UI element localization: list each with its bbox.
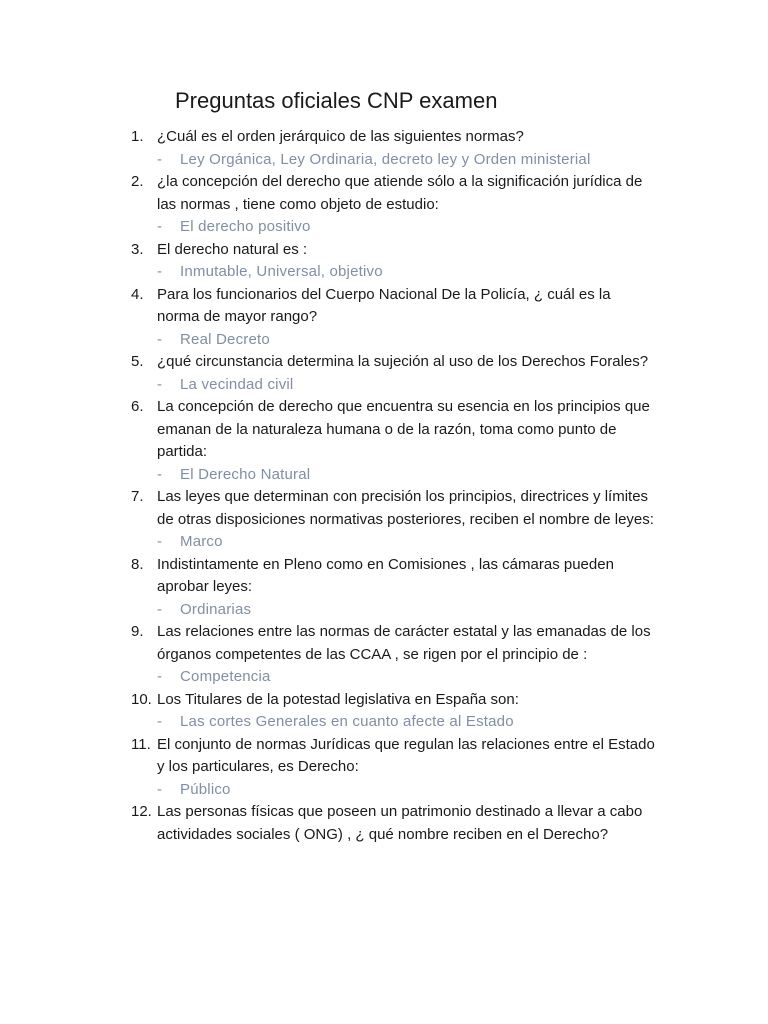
question-item — [0, 126, 768, 171]
question-number: 3. — [131, 240, 144, 258]
question-item — [0, 554, 768, 622]
answer-bullet: - — [157, 780, 162, 798]
answer-text: Real Decreto — [180, 330, 270, 348]
question-number: 6. — [131, 398, 144, 415]
answer-text: Marco — [180, 533, 223, 550]
question-text: Los Titulares de la potestad legislativa en España son: — [157, 690, 519, 708]
question-number: 5. — [131, 353, 144, 370]
answer-line — [157, 779, 768, 802]
answer-line — [157, 216, 768, 239]
question-item — [0, 239, 768, 284]
question-text: ¿la concepción del derecho que atiende sólo a la significación jurídica de las normas , tiene como objeto de estudio: — [157, 173, 643, 213]
question-text: El derecho natural es : — [157, 240, 308, 258]
answer-bullet: - — [157, 330, 162, 348]
answer-text: Ordinarias — [180, 600, 252, 618]
answer-line — [157, 711, 768, 734]
question-text: Para los funcionarios del Cuerpo Nacional De la Policía, ¿ cuál es la norma de mayor rango? — [157, 285, 611, 325]
answer-text: Inmutable, Universal, objetivo — [180, 263, 383, 280]
answer-line — [157, 329, 768, 352]
question-text: Las leyes que determinan con precisión los principios, directrices y límites de otras disposiciones normativas posteriores, reciben el nombre de leyes: — [157, 488, 654, 528]
answer-bullet: - — [157, 375, 162, 393]
question-text: El conjunto de normas Jurídicas que regulan las relaciones entre el Estado y los particulares, es Derecho: — [157, 735, 655, 775]
answer-bullet: - — [157, 533, 162, 550]
question-item — [0, 734, 768, 802]
answer-line — [157, 666, 768, 689]
answer-bullet: - — [157, 600, 162, 618]
question-number: 9. — [131, 623, 144, 640]
answer-bullet: - — [157, 150, 162, 168]
question-text: ¿Cuál es el orden jerárquico de las siguientes normas? — [157, 128, 524, 145]
answer-text: El Derecho Natural — [180, 465, 311, 483]
answer-text: Las cortes Generales en cuanto afecte al Estado — [180, 713, 514, 730]
question-item — [0, 689, 768, 734]
question-text: Indistintamente en Pleno como en Comisiones , las cámaras pueden aprobar leyes: — [157, 555, 614, 595]
answer-bullet: - — [157, 668, 162, 685]
question-number: 2. — [131, 173, 144, 190]
answer-bullet: - — [157, 713, 162, 730]
answer-line — [157, 261, 768, 284]
answer-text: Competencia — [180, 668, 271, 685]
question-text: ¿qué circunstancia determina la sujeción al uso de los Derechos Forales? — [157, 353, 649, 370]
question-number: 10. — [131, 690, 152, 708]
question-number: 11. — [131, 735, 151, 753]
answer-line — [157, 599, 768, 622]
question-item — [0, 486, 768, 554]
question-number: 12. — [131, 803, 152, 820]
answer-line — [157, 149, 768, 172]
question-list — [0, 126, 768, 846]
page-title: Preguntas oficiales CNP examen — [175, 88, 498, 113]
answer-text: El derecho positivo — [180, 218, 311, 235]
question-text: La concepción de derecho que encuentra su esencia en los principios que emanan de la naturaleza humana o de la razón, toma como punto de partida: — [157, 398, 650, 460]
question-text: Las personas físicas que poseen un patrimonio destinado a llevar a cabo actividades sociales ( ONG) , ¿ qué nombre reciben en el Derecho? — [157, 803, 643, 843]
answer-line — [157, 531, 768, 554]
question-item — [0, 351, 768, 396]
question-number: 8. — [131, 555, 144, 573]
answer-bullet: - — [157, 218, 162, 235]
question-item — [0, 171, 768, 239]
question-text: Las relaciones entre las normas de carácter estatal y las emanadas de los órganos competentes de las CCAA , se rigen por el principio de : — [157, 623, 651, 663]
question-number: 1. — [131, 128, 144, 145]
question-item — [0, 396, 768, 486]
answer-bullet: - — [157, 465, 162, 483]
answer-text: Ley Orgánica, Ley Ordinaria, decreto ley y Orden ministerial — [180, 150, 591, 168]
answer-line — [157, 464, 768, 487]
question-item — [0, 284, 768, 352]
answer-text: La vecindad civil — [180, 375, 294, 393]
question-number: 7. — [131, 488, 144, 505]
answer-line — [157, 374, 768, 397]
question-number: 4. — [131, 285, 144, 303]
question-item — [0, 801, 768, 846]
answer-text: Público — [180, 780, 231, 798]
question-item — [0, 621, 768, 689]
answer-bullet: - — [157, 263, 162, 280]
